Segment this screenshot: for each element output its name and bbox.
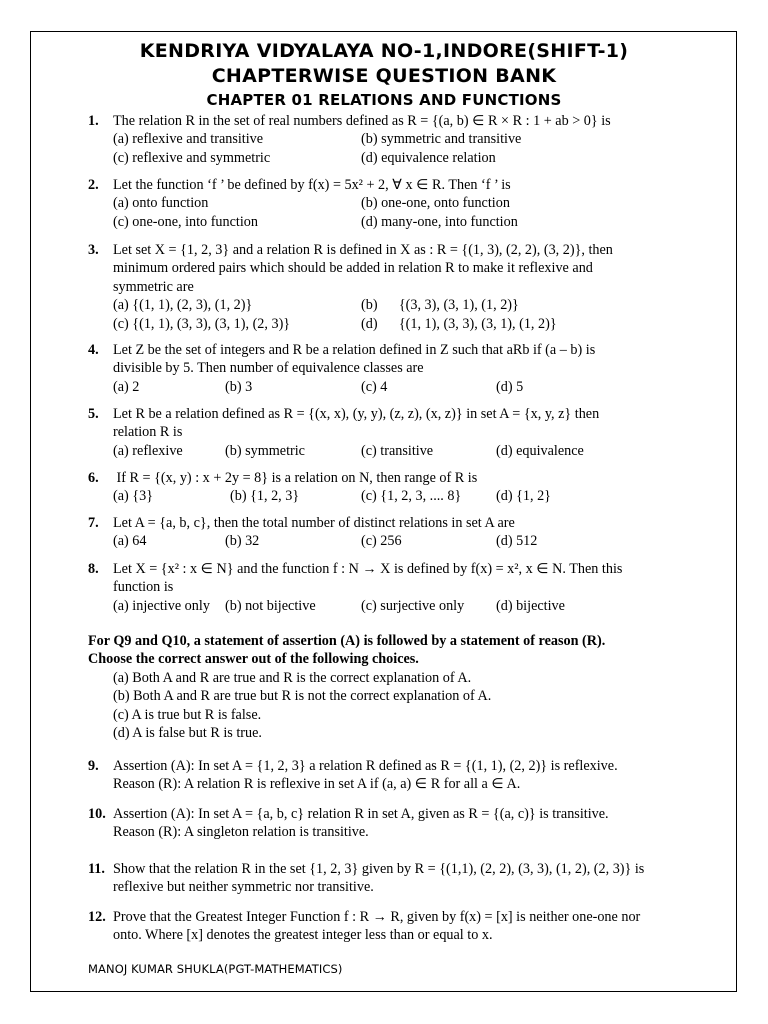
question-number: 10. — [88, 806, 106, 822]
question-number: 6. — [88, 470, 99, 486]
option-a: (a) injective only — [113, 597, 210, 614]
question-text-line-2: reflexive but neither symmetric nor transitive. — [113, 879, 374, 896]
question-11 — [88, 860, 688, 897]
question-1 — [88, 112, 688, 167]
option-d: (d) bijective — [496, 597, 565, 614]
question-7 — [88, 514, 688, 551]
option-b: (b) symmetric and transitive — [361, 131, 522, 148]
question-text-line-1: Let X = {x² : x ∈ N} and the function f : N → X is defined by f(x) = x², x ∈ N. Then this — [113, 561, 623, 577]
question-text: If R = {(x, y) : x + 2y = 8} is a relation on N, then range of R is — [113, 470, 478, 486]
question-text: The relation R in the set of real numbers defined as R = {(a, b) ∈ R × R : 1 + ab > 0} is — [113, 113, 611, 129]
option-b: (b) not bijective — [225, 597, 316, 614]
assertion-instructions — [88, 632, 708, 742]
assertion-text: Assertion (A): In set A = {1, 2, 3} a relation R defined as R = {(1, 1), (2, 2)} is reflexive. — [113, 758, 618, 774]
question-3 — [88, 241, 688, 333]
question-text-line-1: Let R be a relation defined as R = {(x, x), (y, y), (z, z), (x, z)} in set A = {x, y, z} then — [113, 406, 600, 422]
option-d: (d) 512 — [496, 533, 538, 550]
question-number: 9. — [88, 758, 99, 774]
option-a: (a) onto function — [113, 195, 209, 212]
instruction-line-1: For Q9 and Q10, a statement of assertion (A) is followed by a statement of reason (R). — [88, 633, 606, 649]
question-text-line-1: Let Z be the set of integers and R be a relation defined in Z such that aRb if (a – b) is — [113, 342, 596, 358]
question-text: Let the function ‘f ’ be defined by f(x) = 5x² + 2, ∀ x ∈ R. Then ‘f ’ is — [113, 177, 511, 193]
reason-text: Reason (R): A relation R is reflexive in set A if (a, a) ∈ R for all a ∈ A. — [113, 776, 521, 793]
option-a: (a) reflexive and transitive — [113, 131, 264, 148]
option-d: (d) equivalence — [496, 442, 584, 459]
option-b: (b) one-one, onto function — [361, 195, 510, 212]
option-c: (c) 256 — [361, 533, 402, 550]
option-c: (c) {1, 2, 3, .... 8} — [361, 488, 462, 505]
question-8 — [88, 560, 688, 615]
option-d: (d) 5 — [496, 378, 524, 395]
choice-d: (d) A is false but R is true. — [113, 725, 262, 742]
question-text-line-1: Show that the relation R in the set {1, 2, 3} given by R = {(1,1), (2, 2), (3, 3), (1, 2), (2, 3)} is — [113, 861, 645, 877]
option-a: (a) 2 — [113, 378, 140, 395]
option-b: (b) 32 — [225, 533, 260, 550]
option-d: (d) {1, 2} — [496, 488, 551, 505]
option-a: (a) {(1, 1), (2, 3), (1, 2)} — [113, 297, 253, 314]
option-a: (a) {3} — [113, 488, 154, 505]
option-c: (c) one-one, into function — [113, 213, 258, 230]
question-2 — [88, 176, 688, 231]
question-number: 1. — [88, 113, 99, 129]
option-b: (b) {1, 2, 3} — [230, 488, 300, 505]
option-d: (d) {(1, 1), (3, 3), (3, 1), (1, 2)} — [361, 315, 557, 332]
choice-a: (a) Both A and R are true and R is the correct explanation of A. — [113, 669, 472, 686]
question-number: 7. — [88, 515, 99, 531]
option-b: (b) 3 — [225, 378, 253, 395]
choice-b: (b) Both A and R are true but R is not the correct explanation of A. — [113, 688, 492, 705]
choice-c: (c) A is true but R is false. — [113, 706, 262, 723]
reason-text: Reason (R): A singleton relation is transitive. — [113, 824, 369, 841]
option-c: (c) transitive — [361, 442, 434, 459]
question-number: 11. — [88, 861, 105, 877]
question-text-line-1: Prove that the Greatest Integer Function f : R → R, given by f(x) = [x] is neither one-one nor — [113, 909, 641, 925]
school-title: KENDRIYA VIDYALAYA NO-1,INDORE(SHIFT-1) — [139, 40, 629, 62]
question-text-line-1: Let set X = {1, 2, 3} and a relation R is defined in X as : R = {(1, 3), (2, 2), (3, 2)}, then — [113, 242, 613, 258]
option-b: (b) symmetric — [225, 442, 305, 459]
option-d: (d) equivalence relation — [361, 149, 496, 166]
option-b: (b) {(3, 3), (3, 1), (1, 2)} — [361, 297, 519, 314]
option-c: (c) reflexive and symmetric — [113, 149, 271, 166]
option-d: (d) many-one, into function — [361, 213, 518, 230]
chapter-title: CHAPTER 01 RELATIONS AND FUNCTIONS — [206, 91, 562, 109]
question-text: Let A = {a, b, c}, then the total number of distinct relations in set A are — [113, 515, 515, 531]
question-4 — [88, 341, 688, 396]
question-text-line-2: divisible by 5. Then number of equivalence classes are — [113, 360, 424, 377]
question-number: 2. — [88, 177, 99, 193]
question-text-line-2: function is — [113, 579, 174, 596]
question-9 — [88, 757, 688, 794]
author-footer: MANOJ KUMAR SHUKLA(PGT-MATHEMATICS) — [88, 962, 343, 976]
question-12 — [88, 908, 688, 945]
option-c: (c) surjective only — [361, 597, 465, 614]
question-number: 12. — [88, 909, 106, 925]
question-text-line-2: relation R is — [113, 424, 183, 441]
question-5 — [88, 405, 688, 460]
assertion-text: Assertion (A): In set A = {a, b, c} relation R in set A, given as R = {(a, c)} is transitive. — [113, 806, 609, 822]
question-6 — [88, 469, 688, 506]
option-c: (c) 4 — [361, 378, 388, 395]
question-10 — [88, 805, 688, 842]
question-text-line-3: symmetric are — [113, 278, 194, 295]
question-number: 3. — [88, 242, 99, 258]
option-a: (a) reflexive — [113, 442, 183, 459]
question-number: 4. — [88, 342, 99, 358]
option-c: (c) {(1, 1), (3, 3), (3, 1), (2, 3)} — [113, 315, 291, 332]
question-bank-title: CHAPTERWISE QUESTION BANK — [211, 65, 557, 87]
question-number: 8. — [88, 561, 99, 577]
option-a: (a) 64 — [113, 533, 147, 550]
question-text-line-2: minimum ordered pairs which should be added in relation R to make it reflexive and — [113, 260, 593, 277]
question-number: 5. — [88, 406, 99, 422]
instruction-line-2: Choose the correct answer out of the following choices. — [88, 651, 419, 668]
question-text-line-2: onto. Where [x] denotes the greatest integer less than or equal to x. — [113, 927, 493, 944]
